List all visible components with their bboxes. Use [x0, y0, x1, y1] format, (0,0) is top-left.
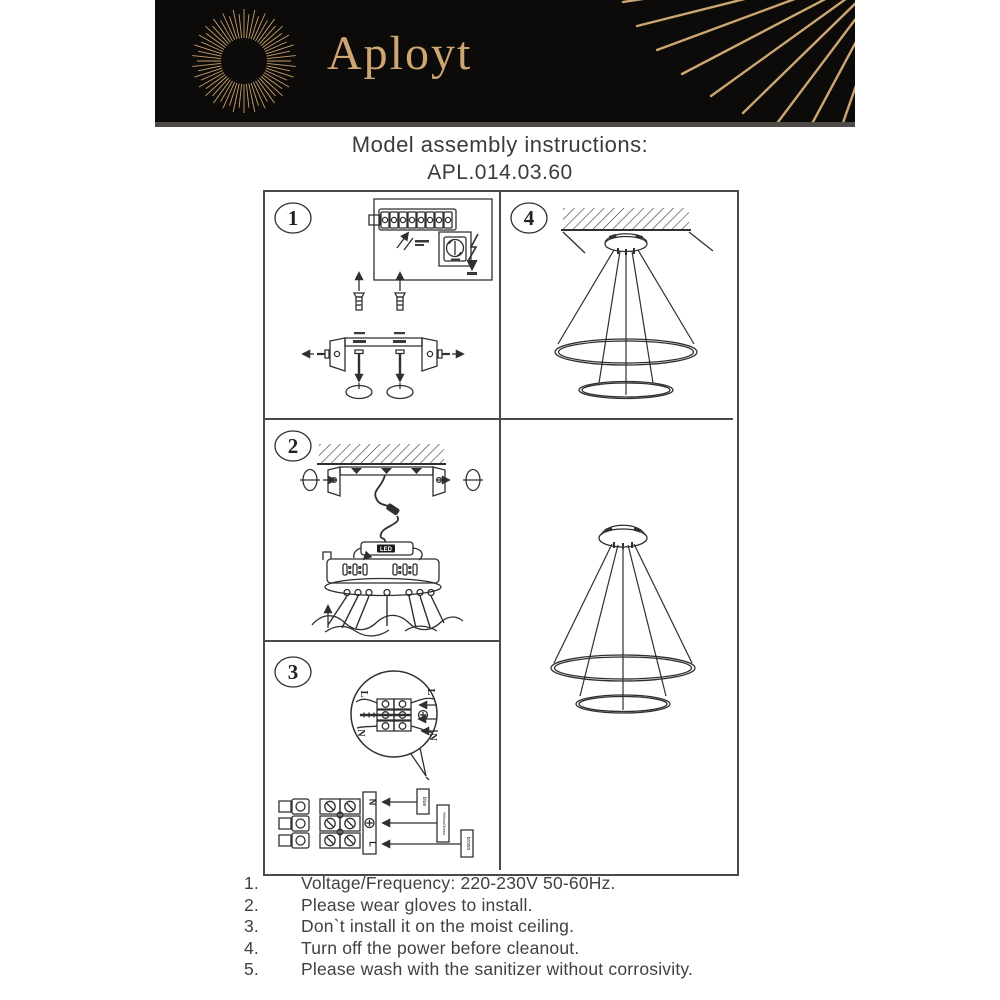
svg-text:L: L: [358, 690, 369, 698]
bracket-on-ceiling: [328, 467, 445, 496]
anchor-screw-up: [354, 273, 405, 310]
power-switch-icon: [439, 232, 471, 266]
ceiling-hatch: [317, 444, 446, 464]
step-3-panel: [265, 642, 499, 870]
note-number: 1.: [244, 873, 259, 893]
svg-text:LED: LED: [380, 547, 392, 553]
canopy-body: [323, 552, 441, 596]
header-shadow: [155, 122, 855, 127]
side-screw-left: [300, 470, 335, 491]
suspension-cables: [554, 544, 692, 710]
step-3-diagram: [265, 642, 499, 870]
svg-text:1: 1: [287, 206, 299, 230]
terminal-block-top-view: [320, 799, 360, 848]
note-text: Voltage/Frequency: 220-230V 50-60Hz.: [301, 873, 616, 893]
wire-label-neutral: blue: [421, 796, 427, 807]
step-1-diagram: [265, 192, 499, 418]
mounting-bracket-drawing: [330, 332, 437, 371]
ln-strip: [363, 792, 378, 854]
note-text: Please wear gloves to install.: [301, 894, 533, 915]
svg-text:N: N: [367, 798, 378, 806]
svg-text:L: L: [367, 841, 378, 847]
canopy-drawing: [599, 525, 647, 549]
ceiling-hatch: [561, 208, 691, 230]
note-row: [240, 873, 800, 895]
note-text: Don`t install it on the moist ceiling.: [301, 916, 575, 936]
note-row: [240, 938, 800, 960]
side-screw-right: [437, 470, 483, 491]
brand-header: [155, 0, 855, 122]
pendant-drawing: [501, 420, 733, 870]
side-screws: [303, 350, 463, 358]
screw-down-loops: [346, 350, 413, 399]
wire-label-earth: Yellow/Green: [442, 811, 447, 836]
svg-text:3: 3: [287, 660, 299, 684]
svg-text:L: L: [425, 688, 436, 696]
note-row: [240, 895, 800, 917]
step-1-panel: [265, 192, 499, 418]
svg-text:4: 4: [523, 206, 535, 230]
wiring-bubble: [351, 671, 438, 780]
safety-notes-list: [240, 873, 800, 981]
note-number: 3.: [244, 916, 259, 936]
terminal-strip-icon: [369, 209, 456, 250]
final-view-panel: [501, 420, 733, 870]
corner-rays-icon: [155, 0, 855, 122]
note-number: 2.: [244, 894, 259, 915]
canopy-drawing: [605, 234, 647, 255]
note-row: [240, 916, 800, 938]
note-row: [240, 959, 800, 981]
note-number: 5.: [244, 959, 259, 979]
step-4-panel: [501, 192, 733, 418]
suspension-cables: [558, 250, 694, 395]
svg-text:N: N: [355, 729, 366, 737]
svg-text:2: 2: [287, 434, 299, 458]
note-text: Please wash with the sanitizer without corrosivity.: [301, 959, 694, 979]
step-4-diagram: [501, 192, 733, 418]
power-wire: [375, 475, 400, 542]
led-driver: [354, 542, 422, 560]
terminal-block-side-view: [279, 799, 309, 848]
note-number: 4.: [244, 937, 259, 958]
svg-text:N: N: [427, 733, 438, 741]
page-title: Model assembly instructions:: [351, 132, 649, 157]
step-2-panel: [265, 420, 499, 640]
assembly-steps-table: [263, 190, 739, 876]
title-block: [0, 132, 1000, 185]
wire-label-live: brown: [465, 836, 471, 851]
step-2-diagram: [265, 420, 499, 640]
model-number: APL.014.03.60: [427, 161, 573, 184]
wire-color-labels: [383, 789, 473, 857]
power-off-icon: [467, 234, 478, 275]
note-text: Turn off the power before cleanout.: [301, 937, 580, 958]
terminal-pattern: [343, 564, 417, 575]
brand-wordmark: Aployt: [327, 27, 473, 80]
